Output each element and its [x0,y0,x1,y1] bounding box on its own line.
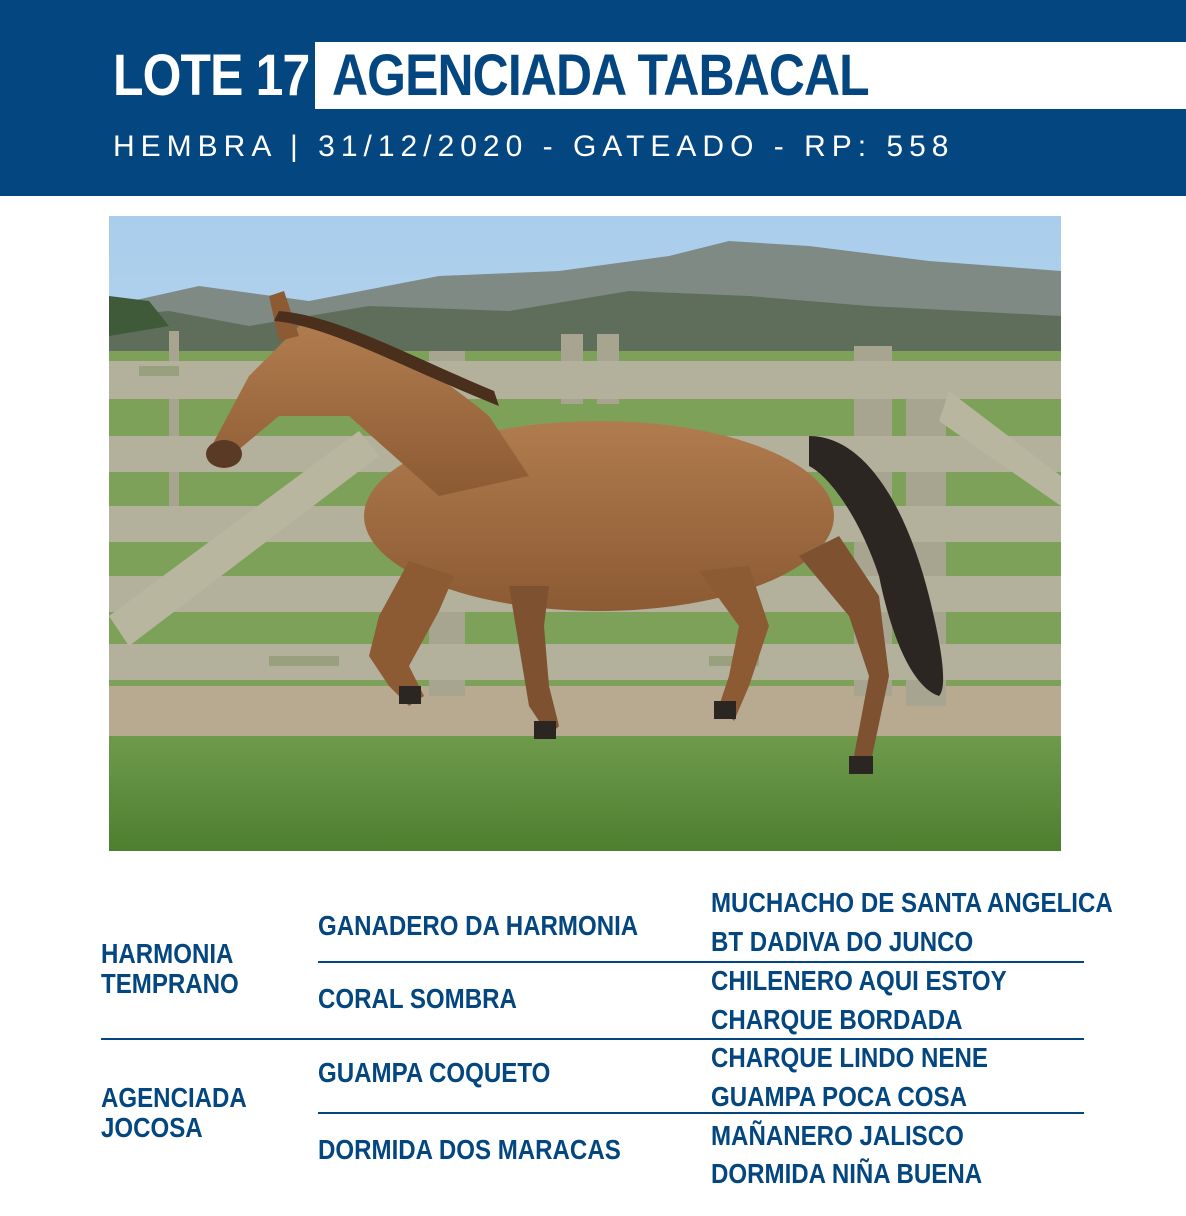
name-box [315,42,1186,109]
horse-name: AGENCIADA TABACAL [332,43,869,108]
divider-sire-branch [318,961,1084,963]
great-grandparent-8: DORMIDA NIÑA BUENA [711,1158,983,1189]
dam-sire-name: GUAMPA COQUETO [318,1057,551,1088]
great-grandparent-5: CHARQUE LINDO NENE [711,1042,988,1073]
sire-sire-name: GANADERO DA HARMONIA [318,910,639,941]
horse-details: HEMBRA | 31/12/2020 - GATEADO - RP: 558 [113,130,955,163]
great-grandparent-2: BT DADIVA DO JUNCO [711,926,974,957]
great-grandparent-1: MUCHACHO DE SANTA ANGELICA [711,887,1113,918]
great-grandparent-3: CHILENERO AQUI ESTOY [711,965,1007,996]
divider-main [101,1038,1084,1040]
sire-name: HARMONIA TEMPRANO [101,938,239,999]
lot-number: LOTE 17 [113,43,310,108]
divider-dam-branch [318,1112,1084,1114]
sire-dam-name: CORAL SOMBRA [318,983,517,1014]
great-grandparent-7: MAÑANERO JALISCO [711,1120,964,1151]
horse-photo [109,216,1061,851]
header-banner [0,0,1186,196]
great-grandparent-4: CHARQUE BORDADA [711,1004,963,1035]
dam-dam-name: DORMIDA DOS MARACAS [318,1134,621,1165]
great-grandparent-6: GUAMPA POCA COSA [711,1081,967,1112]
dam-name: AGENCIADA JOCOSA [101,1082,246,1143]
